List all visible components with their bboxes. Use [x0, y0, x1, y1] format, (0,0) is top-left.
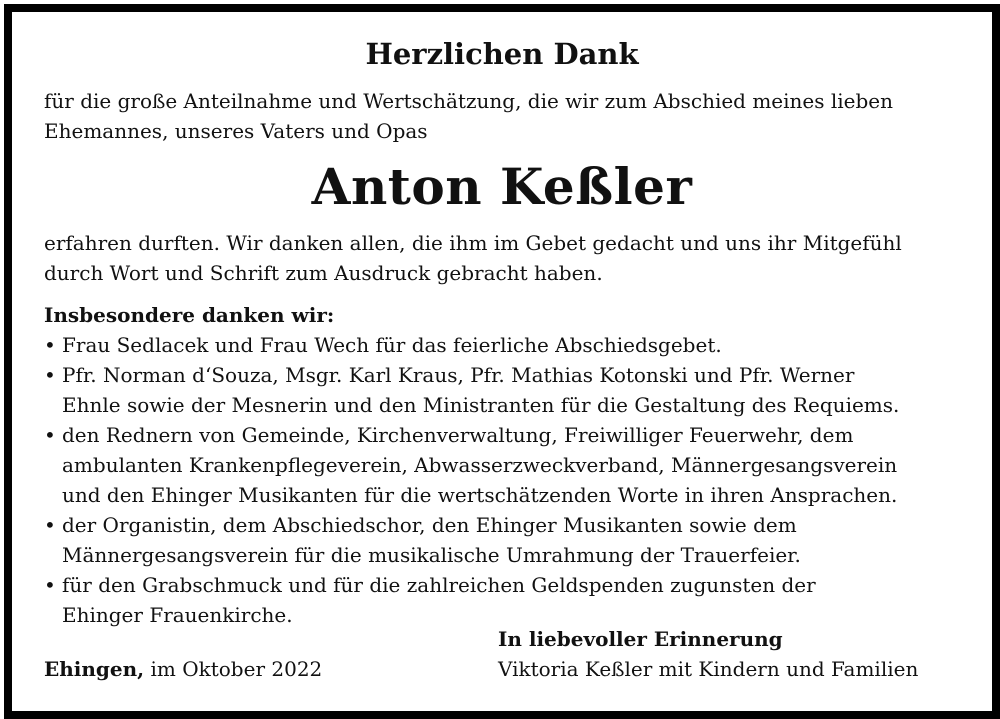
outro-line: erfahren durften. Wir danken allen, die ihm im Gebet gedacht und uns ihr Mitgefühl	[44, 231, 902, 255]
outro-line: durch Wort und Schrift zum Ausdruck gebracht haben.	[44, 261, 603, 285]
thanks-line: Frau Sedlacek und Frau Wech für das feierliche Abschiedsgebet.	[62, 333, 722, 357]
thanks-line: ambulanten Krankenpflegeverein, Abwasserzweckverband, Männergesangsverein	[62, 453, 898, 477]
bullet-icon: •	[44, 363, 56, 387]
family-signature: Viktoria Keßler mit Kindern und Familien	[498, 657, 919, 681]
thanks-line: für den Grabschmuck und für die zahlreichen Geldspenden zugunsten der	[62, 573, 816, 597]
thanks-item	[42, 420, 962, 510]
thanks-line: Männergesangsverein für die musikalische Umrahmung der Trauerfeier.	[62, 543, 801, 567]
thanks-line: Ehnle sowie der Mesnerin und den Ministranten für die Gestaltung des Requiems.	[62, 393, 900, 417]
thanks-line: und den Ehinger Musikanten für die wertschätzenden Worte in ihren Ansprachen.	[62, 483, 898, 507]
thanks-line: der Organistin, dem Abschiedschor, den Ehinger Musikanten sowie dem	[62, 513, 797, 537]
bullet-icon: •	[44, 573, 56, 597]
thanks-line: den Rednern von Gemeinde, Kirchenverwaltung, Freiwilliger Feuerwehr, dem	[62, 423, 854, 447]
special-thanks-heading: Insbesondere danken wir:	[44, 303, 335, 327]
thanks-item	[42, 330, 962, 360]
bullet-icon: •	[44, 333, 56, 357]
deceased-name: Anton Keßler	[311, 157, 693, 216]
thanks-item	[42, 360, 962, 420]
thanks-line: Pfr. Norman d‘Souza, Msgr. Karl Kraus, Pfr. Mathias Kotonski und Pfr. Werner	[62, 363, 855, 387]
memory-phrase: In liebevoller Erinnerung	[498, 627, 783, 651]
notice-body	[42, 34, 962, 630]
place-name: Ehingen,	[44, 657, 145, 681]
notice-title: Herzlichen Dank	[365, 37, 639, 71]
bullet-icon: •	[44, 513, 56, 537]
notice-footer	[42, 624, 962, 694]
intro-paragraph	[42, 86, 962, 146]
intro-line: Ehemannes, unseres Vaters und Opas	[44, 119, 428, 143]
thanks-item	[42, 510, 962, 570]
signature-block	[498, 624, 918, 684]
bullet-icon: •	[44, 423, 56, 447]
thanks-item	[42, 570, 962, 630]
outro-paragraph	[42, 228, 962, 288]
intro-line: für die große Anteilnahme und Wertschätzung, die wir zum Abschied meines lieben	[44, 89, 894, 113]
place-date	[44, 654, 322, 684]
thanks-line: Ehinger Frauenkirche.	[62, 603, 293, 627]
thanks-list	[42, 330, 962, 630]
date-text: im Oktober 2022	[144, 657, 323, 681]
